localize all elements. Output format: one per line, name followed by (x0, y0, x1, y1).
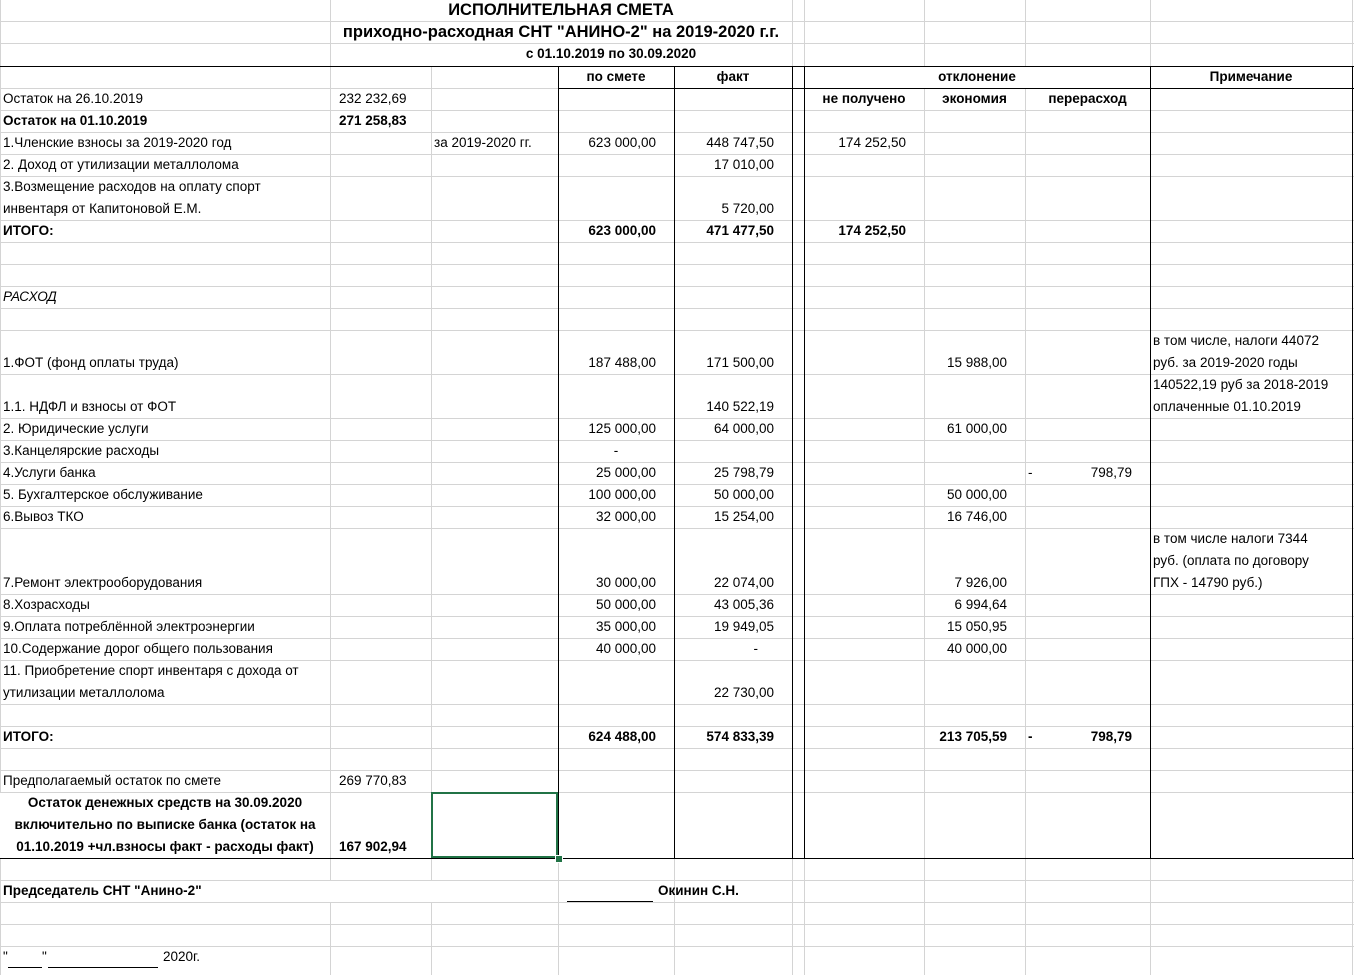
expense-fact: 22 074,00 (713, 575, 774, 590)
expense-total-economy: 213 705,59 (939, 729, 1007, 744)
col-header-plan: по смете (586, 69, 646, 84)
expense-fact: 140 522,19 (706, 399, 774, 414)
expense-fact: - (753, 641, 758, 656)
expense-label: 5. Бухгалтерское обслуживание (3, 487, 203, 502)
expense-note: ГПХ - 14790 руб.) (1153, 575, 1263, 590)
income-plan: 623 000,00 (588, 135, 656, 150)
gridline (0, 924, 1354, 925)
income-label: 1.Членские взносы за 2019-2020 год (3, 135, 232, 150)
expense-plan: 40 000,00 (595, 641, 656, 656)
col-header-note: Примечание (1209, 69, 1293, 84)
expense-note: руб. за 2019-2020 годы (1153, 355, 1298, 370)
expense-note: в том числе налоги 7344 (1153, 531, 1308, 546)
income-total-plan: 623 000,00 (588, 223, 656, 238)
gridline (0, 902, 1354, 903)
expense-section-label: РАСХОД (3, 289, 57, 304)
expense-label: 6.Вывоз ТКО (3, 509, 84, 524)
cash-balance-value: 167 902,94 (339, 839, 407, 854)
expense-economy: 15 050,95 (946, 619, 1007, 634)
expense-economy: 61 000,00 (946, 421, 1007, 436)
expense-fact: 15 254,00 (713, 509, 774, 524)
expense-plan: - (613, 443, 619, 458)
expense-plan: 25 000,00 (595, 465, 656, 480)
expense-label: 7.Ремонт электрооборудования (3, 575, 203, 590)
page-title: ИСПОЛНИТЕЛЬНАЯ СМЕТА (448, 1, 674, 19)
expense-note: 140522,19 руб за 2018-2019 (1153, 377, 1329, 392)
col-header-economy: экономия (942, 91, 1007, 106)
income-fact: 5 720,00 (721, 201, 774, 216)
expense-fact: 43 005,36 (713, 597, 774, 612)
date-month-line (48, 967, 158, 968)
income-not-received: 174 252,50 (838, 135, 906, 150)
gridline (330, 0, 331, 975)
expense-total-over-sign: - (1028, 729, 1033, 744)
expense-label: 10.Содержание дорог общего пользования (3, 641, 273, 656)
date-year: 2020г. (163, 949, 201, 964)
expense-economy: 16 746,00 (946, 509, 1007, 524)
expense-note: в том числе, налоги 44072 (1153, 333, 1319, 348)
expense-economy: 7 926,00 (954, 575, 1007, 590)
expense-label: утилизации металлолома (3, 685, 165, 700)
expense-plan: 125 000,00 (588, 421, 656, 436)
expense-total-overspend: 798,79 (1090, 729, 1132, 744)
col-header-not-received: не получено (822, 91, 906, 106)
table-border (1150, 66, 1151, 858)
expense-total-label: ИТОГО: (3, 729, 54, 744)
expense-over-sign: - (1028, 465, 1033, 480)
chairman-name: Окинин С.Н. (658, 883, 739, 898)
income-label: 3.Возмещение расходов на оплату спорт (3, 179, 261, 194)
table-border (0, 858, 1354, 859)
expense-plan: 35 000,00 (595, 619, 656, 634)
balance-label: Остаток на 01.10.2019 (3, 113, 148, 128)
expense-label: 4.Услуги банка (3, 465, 96, 480)
col-header-deviation: отклонение (938, 69, 1016, 84)
expense-label: 1.1. НДФЛ и взносы от ФОТ (3, 399, 177, 414)
expense-note: руб. (оплата по договору (1153, 553, 1309, 568)
income-total-fact: 471 477,50 (706, 223, 774, 238)
expense-fact: 64 000,00 (713, 421, 774, 436)
balance-value: 232 232,69 (339, 91, 407, 106)
col-header-overspend: перерасход (1048, 91, 1127, 106)
income-fact: 17 010,00 (713, 157, 774, 172)
expense-label: 9.Оплата потреблённой электроэнергии (3, 619, 255, 634)
income-label: инвентаря от Капитоновой Е.М. (3, 201, 202, 216)
expense-fact: 171 500,00 (706, 355, 774, 370)
expense-economy: 40 000,00 (946, 641, 1007, 656)
balance-label: Остаток на 26.10.2019 (3, 91, 143, 106)
expense-economy: 15 988,00 (946, 355, 1007, 370)
income-period: за 2019-2020 гг. (434, 135, 532, 150)
expense-plan: 32 000,00 (595, 509, 656, 524)
expected-balance-label: Предполагаемый остаток по смете (3, 773, 222, 788)
expense-label: 1.ФОТ (фонд оплаты труда) (3, 355, 179, 370)
expense-overspend: 798,79 (1090, 465, 1132, 480)
expense-label: 11. Приобретение спорт инвентаря с дохода от (3, 663, 299, 678)
table-border (792, 66, 793, 858)
expense-economy: 50 000,00 (946, 487, 1007, 502)
date-day-line (8, 967, 42, 968)
chairman-label: Председатель СНТ "Анино-2" (3, 883, 202, 898)
page-subtitle: приходно-расходная СНТ "АНИНО-2" на 2019-2020 г.г. (342, 23, 780, 41)
expense-plan: 30 000,00 (595, 575, 656, 590)
expense-label: 8.Хозрасходы (3, 597, 90, 612)
gridline (1025, 0, 1026, 975)
expense-fact: 19 949,05 (713, 619, 774, 634)
income-total-label: ИТОГО: (3, 223, 54, 238)
expense-note: оплаченные 01.10.2019 (1153, 399, 1301, 414)
cash-balance-label: 01.10.2019 +чл.взносы факт - расходы факт) (16, 839, 314, 854)
expense-plan: 50 000,00 (595, 597, 656, 612)
income-total-not-received: 174 252,50 (838, 223, 906, 238)
table-border (804, 66, 805, 858)
selected-cell[interactable] (431, 792, 558, 858)
expected-balance-value: 269 770,83 (339, 773, 407, 788)
expense-label: 2. Юридические услуги (3, 421, 149, 436)
income-label: 2. Доход от утилизации металлолома (3, 157, 239, 172)
expense-label: 3.Канцелярские расходы (3, 443, 160, 458)
expense-fact: 25 798,79 (713, 465, 774, 480)
expense-plan: 100 000,00 (588, 487, 656, 502)
date-quote: " (3, 949, 8, 964)
expense-total-fact: 574 833,39 (706, 729, 774, 744)
date-quote: " (42, 949, 47, 964)
expense-total-plan: 624 488,00 (588, 729, 656, 744)
table-border (1352, 66, 1353, 858)
page-period: с 01.10.2019 по 30.09.2020 (525, 46, 697, 61)
balance-value: 271 258,83 (339, 113, 407, 128)
fill-handle[interactable] (555, 855, 563, 863)
col-header-fact: факт (716, 69, 750, 84)
expense-economy: 6 994,64 (954, 597, 1007, 612)
income-fact: 448 747,50 (706, 135, 774, 150)
signature-line (567, 901, 653, 902)
expense-fact: 22 730,00 (713, 685, 774, 700)
cash-balance-label: Остаток денежных средств на 30.09.2020 (27, 795, 303, 810)
expense-plan: 187 488,00 (588, 355, 656, 370)
expense-fact: 50 000,00 (713, 487, 774, 502)
cash-balance-label: включительно по выписке банка (остаток на (14, 817, 316, 832)
